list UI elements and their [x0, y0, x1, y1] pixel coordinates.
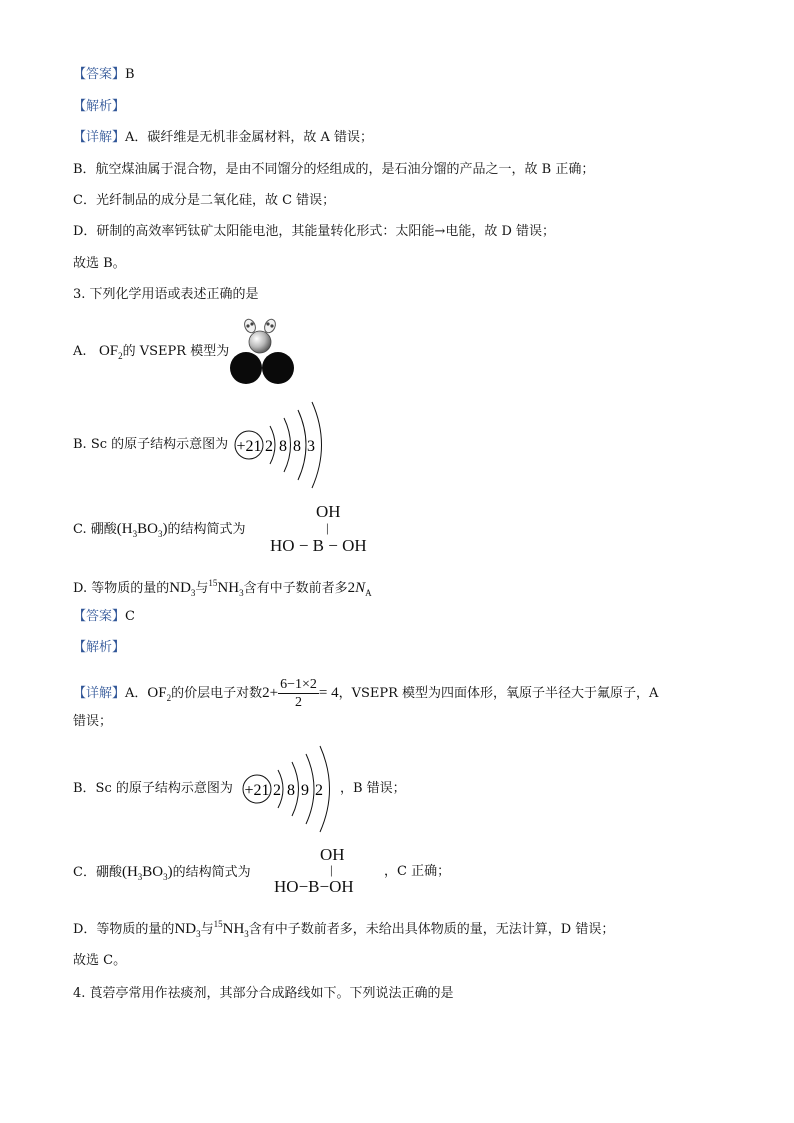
q3-option-b: B. Sc 的原子结构示意图为	[73, 437, 229, 452]
h-text-2: H	[126, 864, 138, 880]
q3-detail-tag: 【详解】	[73, 686, 126, 701]
h-sub: 3	[132, 529, 138, 539]
nd3-formula-2	[174, 921, 200, 937]
calc-2: 2	[262, 685, 270, 701]
shell-3b: 9	[301, 782, 309, 799]
frac-den: 2	[294, 695, 302, 710]
fraction	[278, 676, 319, 711]
q3-answer-line	[73, 608, 135, 626]
q3-detail-d-tail: 含有中子数前者多，未给出具体物质的量，无法计算，D 错误；	[248, 922, 615, 937]
oh-text-2: OH	[329, 877, 354, 896]
option-d-text: 含有中子数前者多	[243, 581, 348, 596]
answer-value: B	[125, 67, 135, 82]
q3-detail-b-tail: ，B 错误；	[340, 781, 406, 796]
nd-sub-2: 3	[196, 929, 201, 939]
q3-option-d	[73, 574, 372, 602]
detail-tag: 【详解】	[73, 130, 126, 145]
q3-detail-c-mid: 的结构简式为	[172, 865, 251, 880]
dash-2: −	[328, 536, 338, 555]
q3-analysis-tag: 【解析】	[73, 640, 126, 655]
nd-text: ND	[169, 580, 191, 596]
sc-atom-structure-q	[232, 398, 332, 494]
n15-sup-2: 15	[213, 919, 223, 929]
ho-text: HO	[270, 536, 295, 555]
q3-detail-of2	[147, 685, 171, 701]
calc-plus: +	[269, 685, 279, 701]
dash-4: −	[319, 877, 330, 896]
q2-detail-c: C．光纤制品的成分是二氧化硅，故 C 错误；	[73, 193, 336, 208]
bo-sub: 3	[157, 529, 163, 539]
of2-formula	[99, 343, 123, 359]
amount-2: 2	[347, 580, 356, 596]
sc-atom-structure-answer	[240, 742, 340, 838]
vsepr-model-image	[226, 316, 302, 388]
q3-conclusion: 故选 C。	[73, 953, 127, 968]
ho-text-2: HO	[274, 877, 299, 896]
q3-detail-a-mid: 的价层电子对数	[171, 686, 263, 701]
dash-1: −	[298, 536, 309, 555]
q3-stem: 3. 下列化学用语或表述正确的是	[73, 287, 259, 302]
of-text: OF	[98, 343, 119, 359]
h-sub-2: 3	[137, 872, 143, 882]
nucleus-label-2: +21	[244, 782, 270, 799]
option-c-prefix: C. 硼酸	[73, 522, 117, 537]
bo-text-2: BO	[142, 864, 164, 880]
shell-1b: 2	[273, 782, 281, 799]
q2-detail-a-text: A．碳纤维是无机非金属材料，故 A 错误；	[125, 130, 374, 145]
of-sub: 2	[118, 351, 123, 361]
n15-sup: 15	[208, 578, 218, 588]
q3-detail-d-pre: D．等物质的量的	[73, 922, 175, 937]
calc-eq: = 4	[318, 685, 339, 701]
bo-sub-2: 3	[163, 872, 168, 882]
shell-4: 3	[307, 438, 315, 455]
n15h3-formula	[208, 580, 243, 596]
q3-detail-b: B．Sc 的原子结构示意图为	[73, 781, 233, 796]
b-text-2: B	[308, 877, 320, 896]
option-a-text: 的 VSEPR 模型为	[122, 344, 230, 359]
q2-detail-a	[73, 129, 373, 147]
q3-option-a	[73, 342, 229, 365]
q3-detail-a-cont: 错误；	[73, 714, 113, 729]
nd-text-2: ND	[174, 921, 197, 937]
nd-sub: 3	[190, 588, 196, 598]
q4-stem: 4. 莨菪亭常用作祛痰剂，其部分合成路线如下。下列说法正确的是	[73, 986, 454, 1001]
analysis-tag: 【解析】	[73, 99, 126, 114]
boric-vbar-top-2: |	[330, 862, 333, 877]
na-n: N	[355, 580, 366, 596]
q2-detail-d: D．研制的高效率钙钛矿太阳能电池，其能量转化形式：太阳能→电能，故 D 错误；	[73, 224, 556, 239]
boric-acid-formula: $(H_3BO_3)$	[116, 521, 168, 539]
q2-detail-b: B．航空煤油属于混合物，是由不同馏分的烃组成的，是石油分馏的产品之一，故 B 正确；	[73, 162, 595, 177]
option-a-label: A.	[73, 344, 87, 359]
nh-sub: 3	[239, 588, 244, 598]
shell-3: 8	[293, 438, 301, 455]
q3-answer-value: C	[125, 609, 135, 624]
q3-option-c	[73, 520, 245, 543]
q3-detail-d-mid: 与	[200, 922, 214, 937]
of-sub-2: 2	[166, 693, 172, 703]
q3-detail-c	[73, 863, 251, 886]
na-sub: A	[365, 588, 372, 598]
option-d-mid: 与	[195, 581, 209, 596]
q2-conclusion: 故选 B。	[73, 256, 126, 271]
boric-vbar-top: |	[326, 520, 329, 535]
n15h3-formula-2	[214, 921, 249, 937]
q3-detail-c-tail: ，C 正确；	[384, 864, 451, 879]
nd3-formula	[169, 580, 195, 596]
shell-1: 2	[265, 438, 273, 455]
q3-detail-d	[73, 915, 614, 943]
q3-detail-a-pre: A．	[125, 686, 148, 701]
option-c-text: 的结构简式为	[167, 522, 246, 537]
dash-3: −	[298, 877, 309, 896]
boric-acid-formula-2: $(H_3BO_3)$	[121, 864, 173, 882]
boric-oh-top: OH	[316, 502, 341, 521]
q3-detail-c-text: C．硼酸	[73, 865, 122, 880]
nh-text-2: NH	[222, 921, 245, 937]
q3-answer-tag: 【答案】	[73, 609, 126, 624]
nh-text: NH	[217, 580, 240, 596]
h-text: H	[121, 521, 133, 537]
oh-text: OH	[342, 536, 367, 555]
answer-tag: 【答案】	[73, 67, 126, 82]
q3-detail-a	[73, 676, 658, 711]
nh-sub-2: 3	[244, 929, 249, 939]
q2-answer-line	[73, 66, 135, 84]
frac-num: 6−1×2	[280, 677, 317, 692]
shell-2: 8	[279, 438, 287, 455]
shell-2b: 8	[287, 782, 295, 799]
option-d-prefix: D. 等物质的量的	[73, 581, 170, 596]
bo-text: BO	[137, 521, 158, 537]
boric-bottom-row-2	[274, 877, 354, 897]
q3-detail-a-tail: ，VSEPR 模型为四面体形，氧原子半径大于氟原子，A	[338, 686, 659, 701]
b-text: B	[312, 536, 324, 555]
nucleus-label: +21	[236, 438, 262, 455]
boric-bottom-row	[270, 536, 367, 556]
shell-4b: 2	[315, 782, 323, 799]
boric-oh-top-2: OH	[320, 845, 345, 864]
two-na	[348, 580, 372, 596]
of-text-2: OF	[147, 685, 167, 701]
